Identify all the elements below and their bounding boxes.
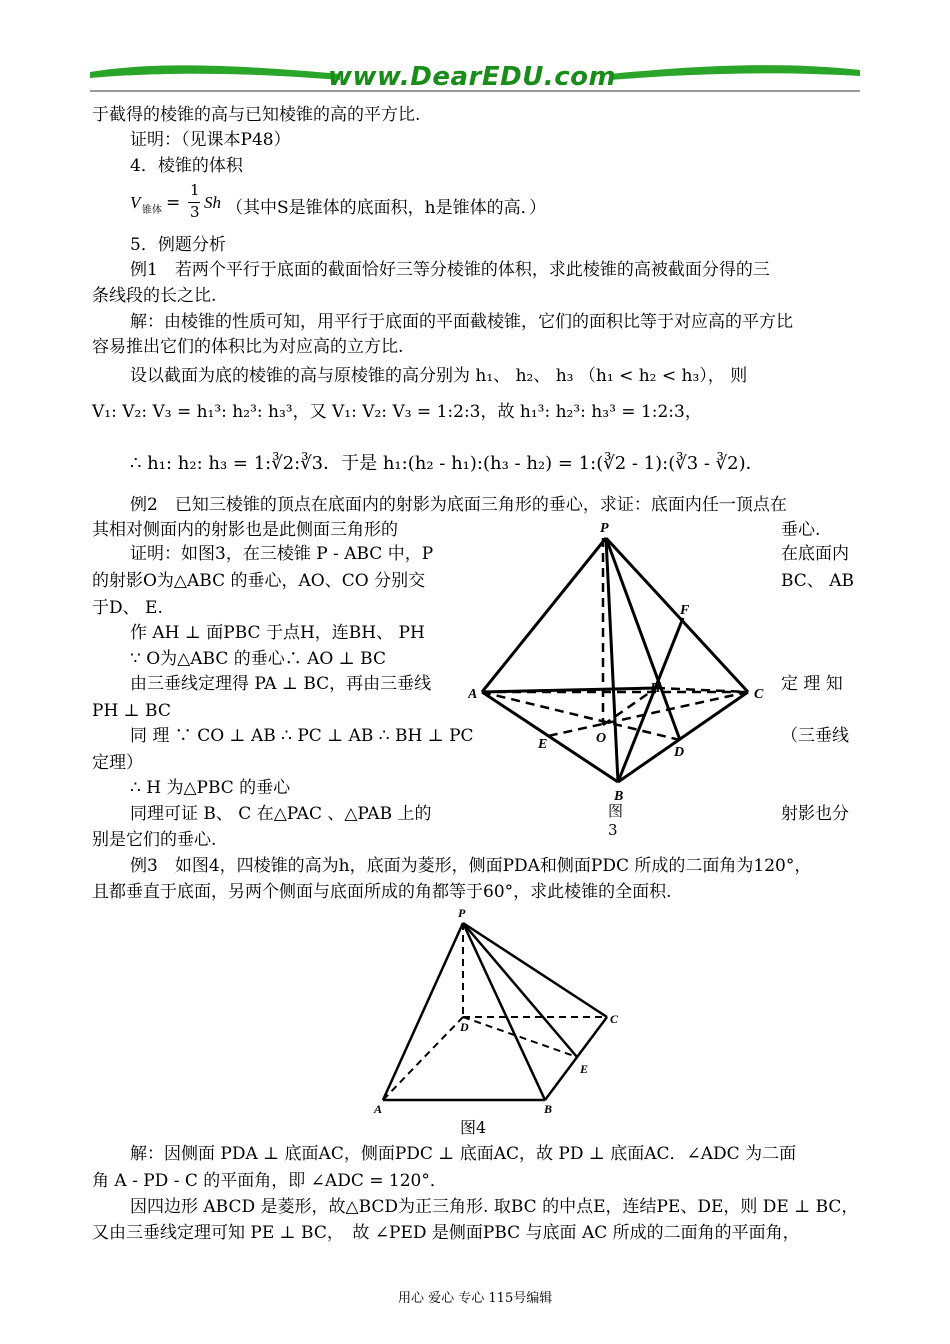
fig3-label-f: F xyxy=(680,603,690,618)
text-line: 定理） xyxy=(92,753,143,773)
text-line: 定 理 知 xyxy=(781,674,843,694)
text-line: 条线段的长之比. xyxy=(92,286,217,306)
text-line: 例1 若两个平行于底面的截面恰好三等分棱锥的体积，求此棱锥的高被截面分得的三 xyxy=(130,260,770,280)
fig3-label-e: E xyxy=(538,737,548,752)
text-line: 解：因侧面 PDA ⊥ 底面AC，侧面PDC ⊥ 底面AC，故 PD ⊥ 底面AC．∠ADC 为二面 xyxy=(130,1144,797,1164)
volume-formula xyxy=(130,183,690,223)
text-line: V₁: V₂: V₃ = h₁³: h₂³: h₃³，又 V₁: V₂: V₃ = 1:2:3，故 h₁³: h₂³: h₃³ = 1:2:3， xyxy=(92,402,702,422)
text-line: 且都垂直于底面，另两个侧面与底面所成的角都等于60°，求此棱锥的全面积. xyxy=(92,882,672,902)
text-line: 其相对侧面内的射影也是此侧面三角形的 xyxy=(92,520,398,540)
text-line: 容易推出它们的体积比为对应高的立方比. xyxy=(92,337,404,357)
fig3-label-p: P xyxy=(600,521,609,536)
text-line: 同理可证 B、 C 在△PAC 、△PAB 上的 xyxy=(130,804,432,824)
fig4-caption: 图4 xyxy=(460,1118,487,1137)
text-line: 于D、 E. xyxy=(92,598,163,618)
formula-sh: Sh xyxy=(204,193,221,212)
text-line: 例3 如图4，四棱锥的高为h，底面为菱形，侧面PDA和侧面PDC 所成的二面角为120°， xyxy=(130,856,812,876)
text-line: 作 AH ⊥ 面PBC 于点H，连BH、 PH xyxy=(130,623,425,643)
fig3-label-d: D xyxy=(674,745,685,760)
fig4-label-e: E xyxy=(580,1062,589,1076)
fig4-label-a: A xyxy=(374,1102,383,1116)
text-line: 在底面内 xyxy=(781,544,849,564)
formula-eq: = xyxy=(166,193,181,213)
formula-v: V xyxy=(130,193,141,212)
text-line: 解：由棱锥的性质可知，用平行于底面的平面截棱锥，它们的面积比等于对应高的平方比 xyxy=(130,312,793,332)
text-line: 设以截面为底的棱锥的高与原棱锥的高分别为 h₁、 h₂、 h₃ （h₁ < h₂ < h₃）， 则 xyxy=(130,366,748,386)
text-line: 别是它们的垂心. xyxy=(92,830,217,850)
text-line: 垂心. xyxy=(781,520,821,540)
formula-frac-den: 3 xyxy=(190,203,200,221)
fig3-label-o: O xyxy=(596,731,607,746)
text-line: ∴ h₁: h₂: h₃ = 1:∛2:∛3．于是 h₁:(h₂ - h₁):(h₃ - h₂) = 1:(∛2 - 1):(∛3 - ∛2)． xyxy=(130,453,764,474)
text-line: （三垂线 xyxy=(781,726,849,746)
figure-4-pyramid xyxy=(370,905,650,1135)
formula-v-sub: 锥体 xyxy=(142,205,162,216)
text-line: 射影也分 xyxy=(781,804,849,824)
fig3-label-a: A xyxy=(468,687,478,702)
text-line: 角 A - PD - C 的平面角，即 ∠ADC = 120°． xyxy=(92,1171,447,1191)
fig3-label-b: B xyxy=(614,789,624,804)
formula-frac-num: 1 xyxy=(190,181,200,199)
text-line: PH ⊥ BC xyxy=(92,701,171,721)
fig3-caption-a: 图 xyxy=(608,802,624,820)
text-line: 同 理 ∵ CO ⊥ AB ∴ PC ⊥ AB ∴ BH ⊥ PC xyxy=(130,726,474,746)
fig4-label-d: D xyxy=(460,1020,469,1034)
fig3-label-c: C xyxy=(754,687,764,702)
text-line: 于截得的棱锥的高与已知棱锥的高的平方比. xyxy=(92,105,421,125)
page-footer: 用心 爱心 专心 115号编辑 xyxy=(398,1291,553,1306)
text-line: 由三垂线定理得 PA ⊥ BC，再由三垂线 xyxy=(130,674,432,694)
text-line: 4．棱锥的体积 xyxy=(130,156,243,176)
fig4-label-c: C xyxy=(610,1012,619,1026)
text-line: 5．例题分析 xyxy=(130,235,226,255)
text-line: BC、 AB xyxy=(781,571,854,591)
fig3-caption-b: 3 xyxy=(608,821,618,839)
site-logo[interactable]: www.DearEDU.com xyxy=(328,62,617,92)
fig4-label-p: P xyxy=(458,906,466,920)
fig3-label-h: H xyxy=(650,681,661,696)
text-line: ∵ O为△ABC 的垂心∴ AO ⊥ BC xyxy=(130,649,386,669)
text-line: 因四边形 ABCD 是菱形，故△BCD为正三角形. 取BC 的中点E，连结PE、DE，则 DE ⊥ BC， xyxy=(130,1197,859,1217)
text-line: 证明：（见课本P48） xyxy=(130,130,291,150)
figure-3-tetrahedron xyxy=(468,520,778,840)
text-line: 又由三垂线定理可知 PE ⊥ BC， 故 ∠PED 是侧面PBC 与底面 AC 所成的二面角的平面角， xyxy=(92,1223,800,1243)
text-line: ∴ H 为△PBC 的垂心 xyxy=(130,778,291,798)
header xyxy=(90,58,860,98)
fig4-label-b: B xyxy=(544,1102,553,1116)
text-line: 例2 已知三棱锥的顶点在底面内的射影为底面三角形的垂心，求证：底面内任一顶点在 xyxy=(130,495,787,515)
formula-desc: （其中S是锥体的底面积，h是锥体的高．） xyxy=(226,198,547,218)
text-line: 的射影O为△ABC 的垂心，AO、CO 分别交 xyxy=(92,571,426,591)
text-line: 证明：如图3，在三棱锥 P - ABC 中，P xyxy=(130,544,434,564)
